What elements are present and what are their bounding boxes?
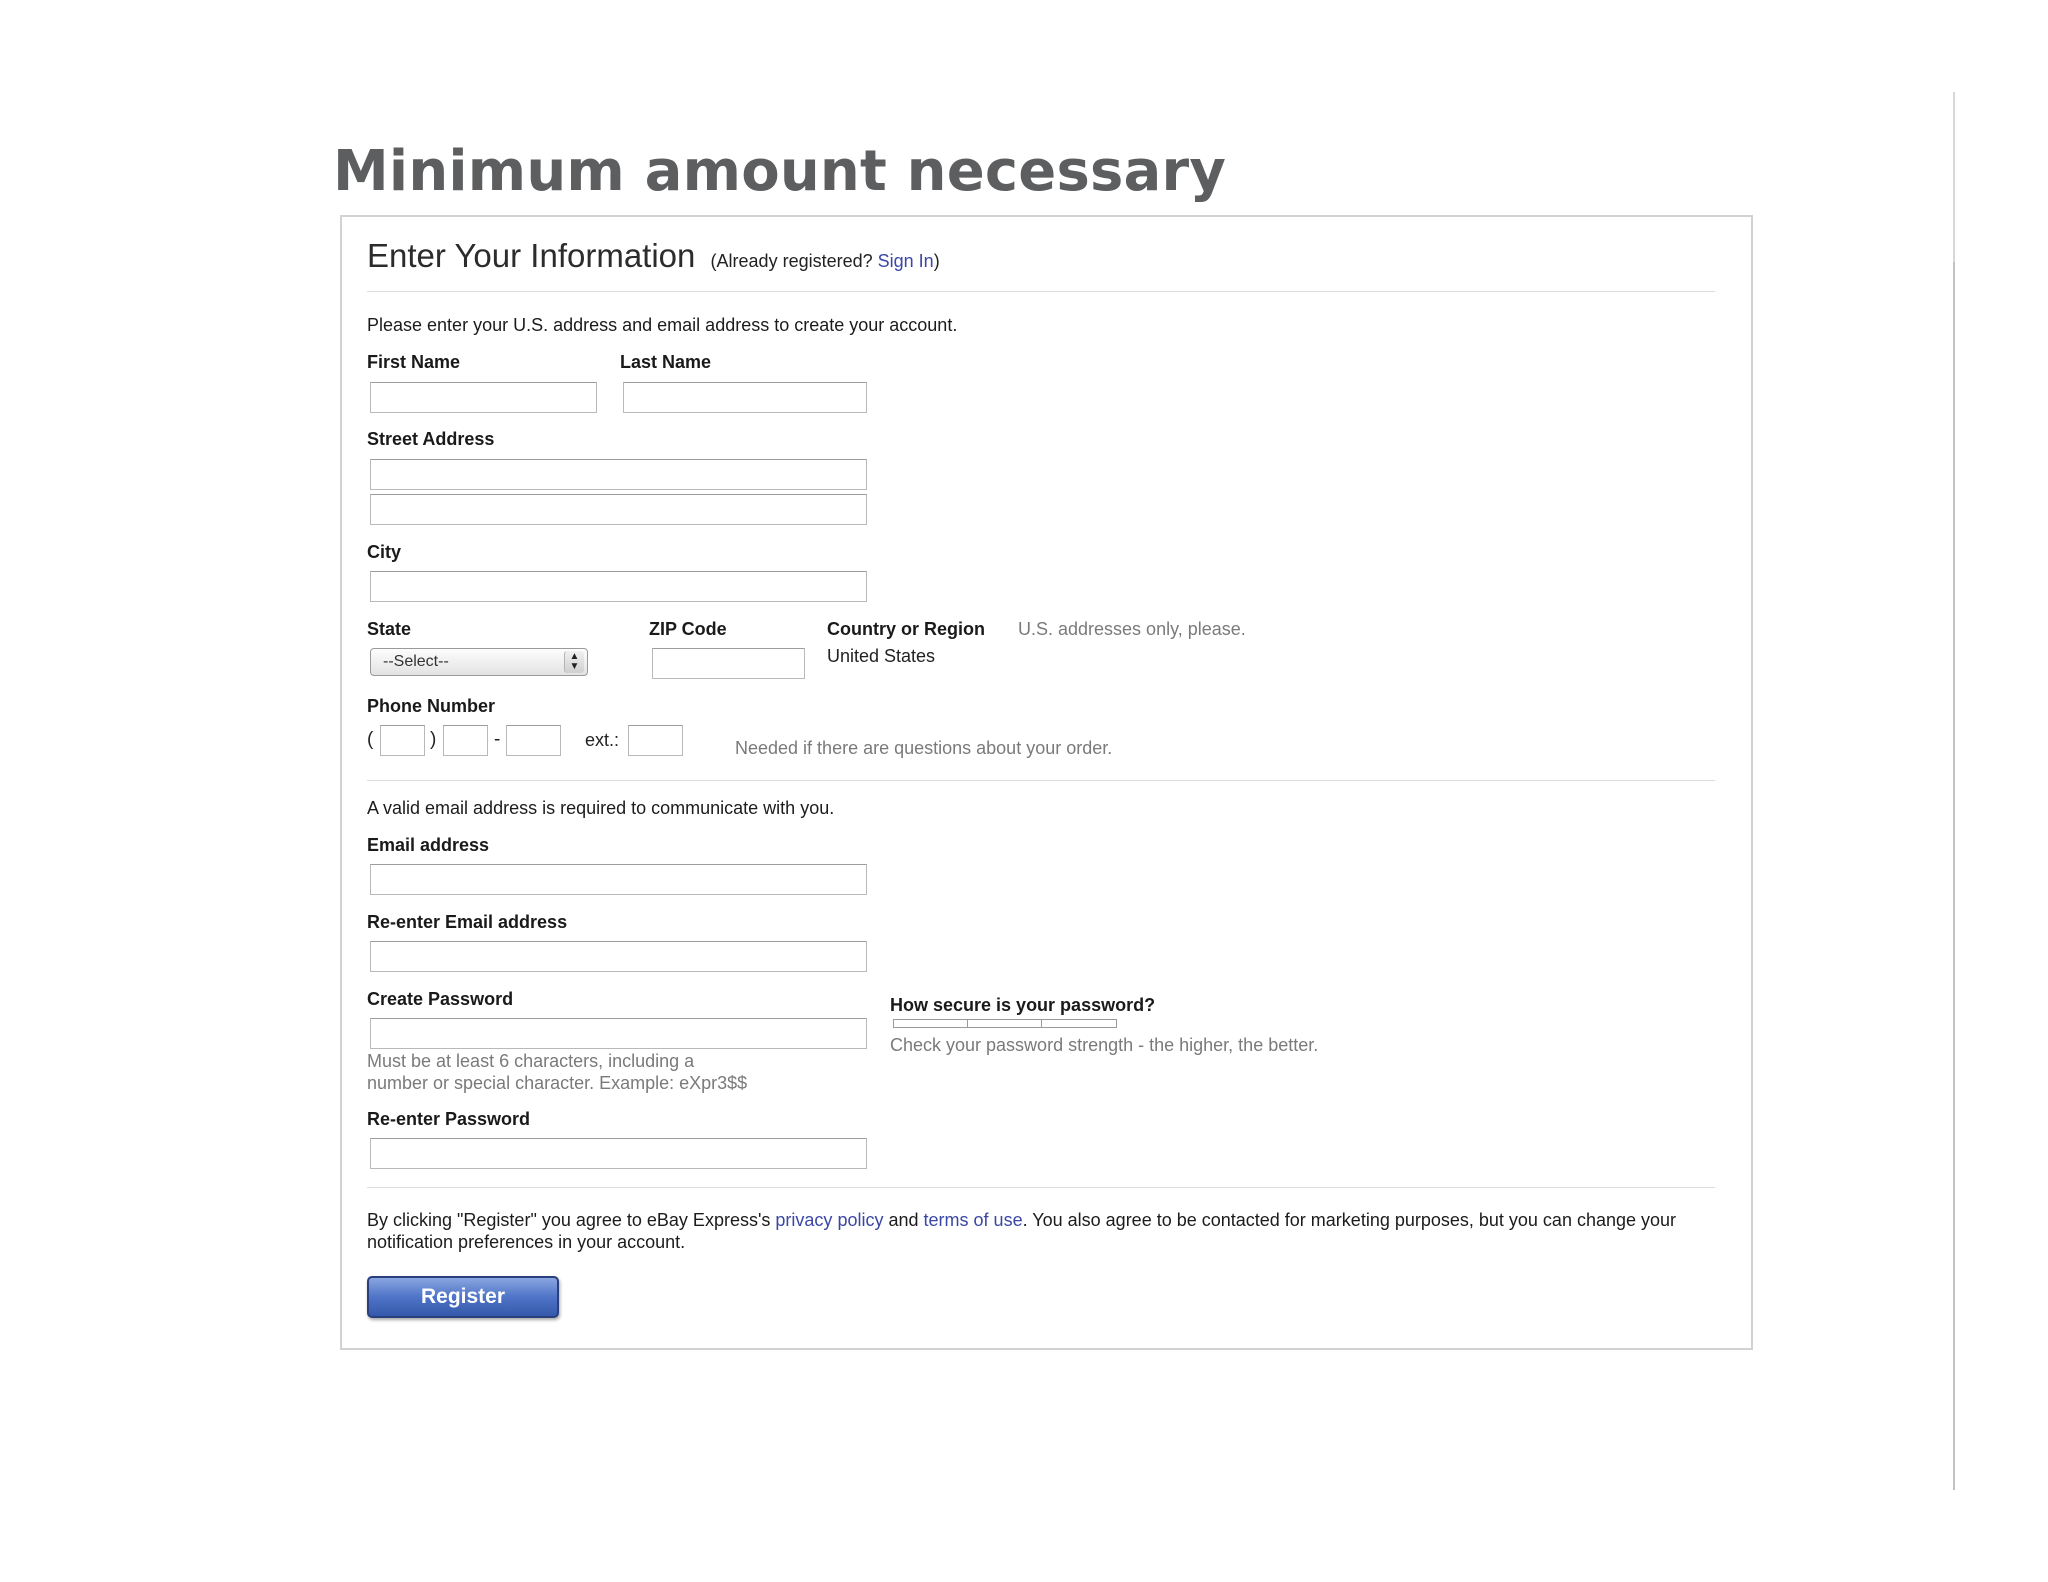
create-password-input[interactable] bbox=[370, 1018, 867, 1049]
create-password-label: Create Password bbox=[367, 989, 514, 1009]
strength-meter-tick bbox=[1041, 1020, 1042, 1027]
phone-hint: Needed if there are questions about your order. bbox=[735, 738, 1113, 758]
zip-code-label: ZIP Code bbox=[649, 619, 727, 639]
password-hint-line2: number or special character. Example: eXpr3$$ bbox=[367, 1073, 748, 1093]
sign-in-link[interactable]: Sign In bbox=[877, 251, 934, 271]
country-hint: U.S. addresses only, please. bbox=[1018, 619, 1246, 639]
email-label: Email address bbox=[367, 835, 490, 855]
state-label: State bbox=[367, 619, 412, 639]
reenter-password-label: Re-enter Password bbox=[367, 1109, 531, 1129]
city-label: City bbox=[367, 542, 402, 562]
country-value: United States bbox=[827, 646, 936, 666]
section-divider-legal bbox=[367, 1187, 1715, 1188]
address-intro-text: Please enter your U.S. address and email address to create your account. bbox=[367, 315, 958, 335]
phone-ext-label: ext.: bbox=[585, 730, 620, 750]
already-registered-note: (Already registered? Sign In) bbox=[710, 251, 940, 271]
first-name-label: First Name bbox=[367, 352, 461, 372]
phone-prefix-input[interactable] bbox=[443, 725, 488, 756]
first-name-input[interactable] bbox=[370, 382, 597, 413]
email-input[interactable] bbox=[370, 864, 867, 895]
form-heading-text: Enter Your Information bbox=[367, 237, 696, 274]
legal-agreement-text: By clicking "Register" you agree to eBay Express's privacy policy and terms of use. You also agree to be contacted for marketing purposes, but you can change your notification preferences in your account. bbox=[367, 1210, 1677, 1252]
phone-close-paren: ) bbox=[430, 729, 437, 750]
street-address-line2-input[interactable] bbox=[370, 494, 867, 525]
phone-area-code-input[interactable] bbox=[380, 725, 425, 756]
country-label: Country or Region bbox=[827, 619, 985, 639]
reenter-email-input[interactable] bbox=[370, 941, 867, 972]
select-arrows-icon: ▲ ▼ bbox=[564, 651, 584, 673]
email-required-note: A valid email address is required to communicate with you. bbox=[367, 798, 835, 818]
registration-form-screenshot bbox=[340, 215, 1753, 1350]
zip-code-input[interactable] bbox=[652, 648, 805, 679]
slide-title: Minimum amount necessary bbox=[333, 139, 1227, 204]
form-heading bbox=[367, 237, 940, 275]
phone-open-paren: ( bbox=[367, 729, 374, 750]
terms-of-use-link[interactable]: terms of use bbox=[923, 1210, 1023, 1230]
password-strength-meter bbox=[893, 1019, 1117, 1028]
city-input[interactable] bbox=[370, 571, 867, 602]
phone-line-number-input[interactable] bbox=[506, 725, 561, 756]
last-name-label: Last Name bbox=[620, 352, 712, 372]
last-name-input[interactable] bbox=[623, 382, 867, 413]
state-select[interactable] bbox=[370, 648, 588, 676]
header-divider bbox=[367, 291, 1715, 292]
password-hint-line1: Must be at least 6 characters, including a bbox=[367, 1051, 695, 1071]
reenter-password-input[interactable] bbox=[370, 1138, 867, 1169]
reenter-email-label: Re-enter Email address bbox=[367, 912, 568, 932]
slide-divider-dark bbox=[1953, 262, 1955, 1490]
phone-dash: - bbox=[494, 729, 501, 750]
password-strength-hint: Check your password strength - the higher, the better. bbox=[890, 1035, 1319, 1055]
street-address-label: Street Address bbox=[367, 429, 495, 449]
phone-number-label: Phone Number bbox=[367, 696, 496, 716]
street-address-line1-input[interactable] bbox=[370, 459, 867, 490]
section-divider-email bbox=[367, 780, 1715, 781]
register-button[interactable]: Register bbox=[367, 1276, 559, 1318]
password-strength-title: How secure is your password? bbox=[890, 995, 1156, 1015]
phone-extension-input[interactable] bbox=[628, 725, 683, 756]
strength-meter-tick bbox=[967, 1020, 968, 1027]
state-select-value: --Select-- bbox=[383, 653, 449, 670]
privacy-policy-link[interactable]: privacy policy bbox=[775, 1210, 884, 1230]
